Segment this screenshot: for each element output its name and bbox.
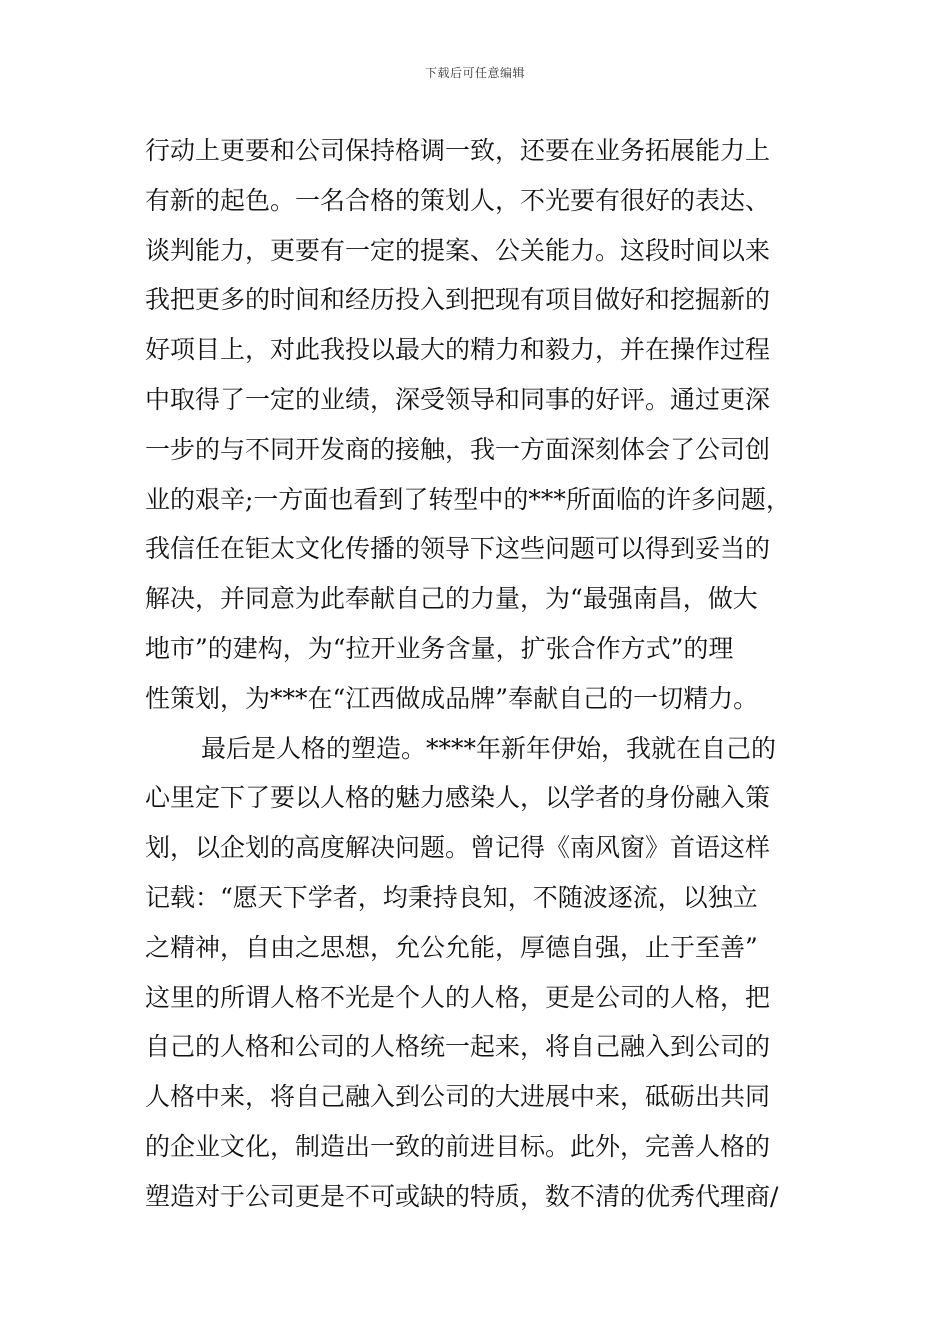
text-line: 我把更多的时间和经历投入到把现有项目做好和挖掘新的 bbox=[145, 285, 771, 315]
text-line: 地市”的建构，为“拉开业务含量，扩张合作方式”的理 bbox=[145, 633, 734, 663]
text-line: 自己的人格和公司的人格统一起来，将自己融入到公司的 bbox=[145, 1032, 771, 1062]
text-line: 谈判能力，更要有一定的提案、公关能力。这段时间以来 bbox=[145, 235, 771, 265]
paragraph-start-line: 最后是人格的塑造。****年新年伊始，我就在自己的 bbox=[201, 733, 777, 763]
text-line: 这里的所谓人格不光是个人的人格，更是公司的人格，把 bbox=[145, 982, 771, 1012]
text-line: 好项目上，对此我投以最大的精力和毅力，并在操作过程 bbox=[145, 335, 771, 365]
text-line: 人格中来，将自己融入到公司的大进展中来，砥砺出共同 bbox=[145, 1082, 771, 1112]
text-line: 性策划，为***在“江西做成品牌”奉献自己的一切精力。 bbox=[145, 683, 759, 713]
text-line: 解决，并同意为此奉献自己的力量，为“最强南昌，做大 bbox=[145, 584, 758, 614]
text-line: 我信任在钜太文化传播的领导下这些问题可以得到妥当的 bbox=[145, 534, 771, 564]
body-text bbox=[145, 126, 825, 1222]
text-line: 心里定下了要以人格的魅力感染人，以学者的身份融入策 bbox=[145, 783, 771, 813]
page-header: 下载后可任意编辑 bbox=[424, 66, 525, 80]
text-line: 中取得了一定的业绩，深受领导和同事的好评。通过更深 bbox=[145, 384, 771, 414]
text-line: 行动上更要和公司保持格调一致，还要在业务拓展能力上 bbox=[145, 136, 771, 165]
text-line: 记载：“愿天下学者，均秉持良知，不随波逐流，以独立 bbox=[145, 882, 758, 912]
text-line: 划，以企划的高度解决问题。曾记得《南风窗》首语这样 bbox=[145, 833, 771, 863]
text-line: 塑造对于公司更是不可或缺的特质，数不清的优秀代理商/ bbox=[145, 1181, 779, 1211]
text-line: 业的艰辛;一方面也看到了转型中的***所面临的许多问题， bbox=[145, 484, 791, 514]
text-line: 一步的与不同开发商的接触，我一方面深刻体会了公司创 bbox=[145, 434, 771, 464]
text-line: 之精神，自由之思想，允公允能，厚德自强，止于至善” bbox=[145, 932, 758, 962]
text-line: 的企业文化，制造出一致的前进目标。此外，完善人格的 bbox=[145, 1131, 771, 1161]
text-line: 有新的起色。一名合格的策划人，不光要有很好的表达、 bbox=[145, 185, 771, 215]
